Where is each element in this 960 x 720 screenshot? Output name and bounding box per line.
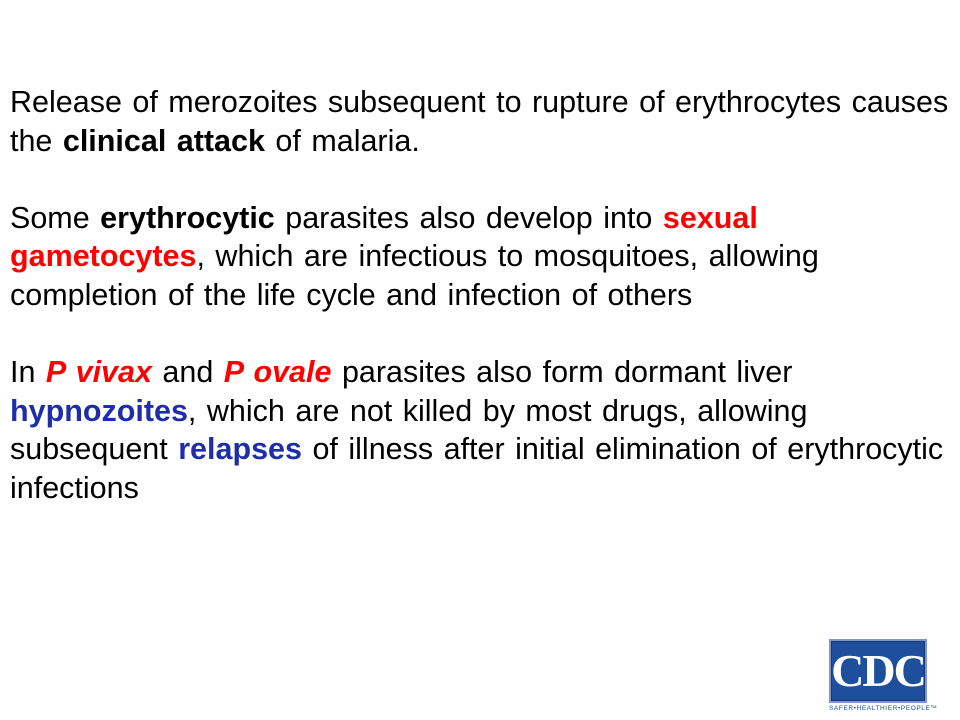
p3-text-end: of illness after initial elimination of erythrocytic infections xyxy=(10,432,944,505)
p2-text: Some xyxy=(10,200,101,235)
p3-text: In xyxy=(10,355,46,390)
slide-body xyxy=(10,83,950,508)
p3-text-drugs: , which are not killed by most drugs, allowing subsequent xyxy=(10,393,808,467)
cdc-logo xyxy=(829,639,938,714)
p3-hypnozoites-term: hypnozoites xyxy=(10,393,188,428)
cdc-logo-letters: CDC xyxy=(831,645,925,696)
paragraph-gametocytes xyxy=(10,199,950,315)
p3-text-mid: parasites also form dormant liver xyxy=(331,355,793,390)
p2-sexual-gametocytes-term: sexual gametocytes xyxy=(10,200,758,274)
p3-p-vivax-term: P vivax xyxy=(45,355,152,390)
p1-clinical-attack-term: clinical attack xyxy=(62,123,265,158)
p3-p-ovale-term: P ovale xyxy=(223,355,332,390)
p1-text: Release of merozoites subsequent to rupture of erythrocytes causes the xyxy=(10,85,949,158)
p3-text-and: and xyxy=(151,355,224,390)
p2-erythrocytic-term: erythrocytic xyxy=(100,200,275,235)
paragraph-hypnozoites xyxy=(10,353,950,507)
p2-text-mid: parasites also develop into xyxy=(274,200,663,235)
cdc-logo-tagline: SAFER•HEALTHIER•PEOPLE™ xyxy=(829,705,938,712)
p1-text-end: of malaria. xyxy=(264,123,420,158)
p2-text-end: , which are infectious to mosquitoes, allowing completion of the life cycle and infection of others xyxy=(10,239,819,312)
paragraph-clinical-attack xyxy=(10,83,950,160)
p3-relapses-term: relapses xyxy=(178,432,302,467)
